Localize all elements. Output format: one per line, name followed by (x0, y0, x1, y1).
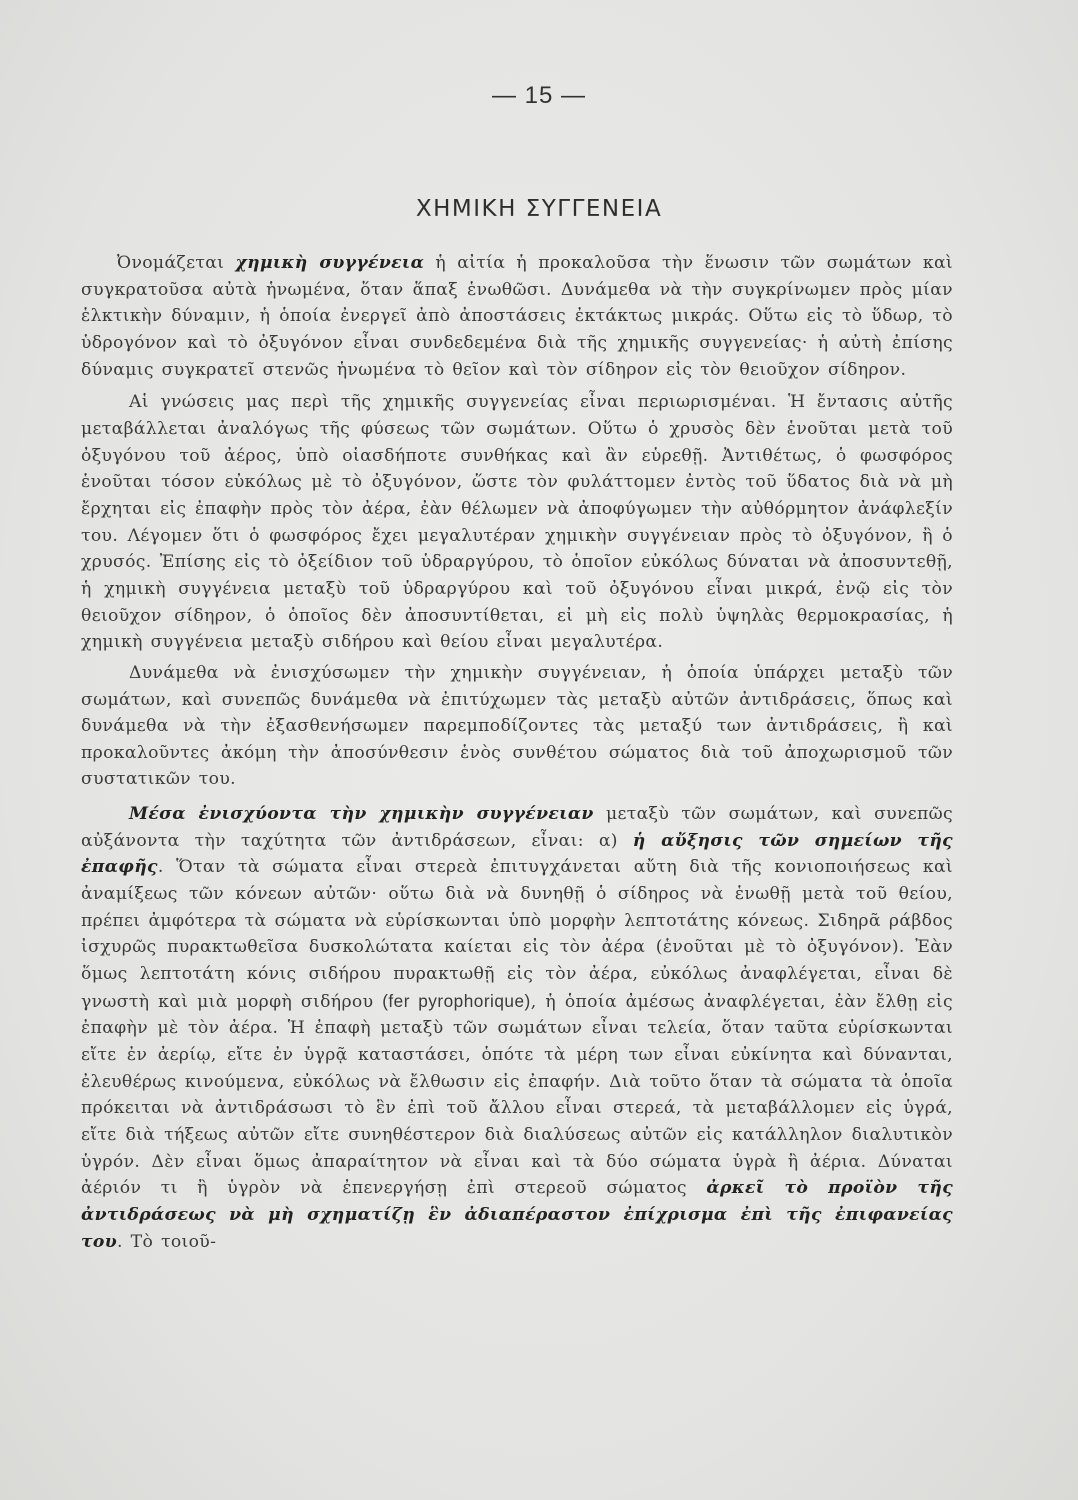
paragraph-4-text-c: , ἡ ὁποία ἀμέσως ἀναφλέγεται, ἐὰν ἔλθῃ εἰς ἐπαφὴν μὲ τὸν ἀέρα. Ἡ ἐπαφὴ μεταξὺ τῶν σωμάτων εἶναι τελεία, ὅταν ταῦτα εὑρίσκωνται εἴτε ἐν ἀερίῳ, εἴτε ἐν ὑγρᾷ καταστάσει, ὁπότε τὰ μέρη των εἶναι εὐκίνητα καὶ δύνανται, ἐλευθέρως κινούμενα, εὐκόλως νὰ ἔλθωσιν εἰς ἐπαφήν. Διὰ τοῦτο ὅταν τὰ σώματα τὰ ὁποῖα πρόκειται νὰ ἀντιδράσωσι τὸ ἓν ἐπὶ τοῦ ἄλλου εἶναι στερεά, τὰ μεταβάλλομεν εἰς ὑγρά, εἴτε διὰ τήξεως αὐτῶν εἴτε συνηθέστερον διὰ διαλύσεως αὐτῶν εἰς κατάλληλον διαλυτικὸν ὑγρόν. Δὲν εἶναι ὅμως ἀπαραίτητον νὰ εἶναι καὶ τὰ δύο σώματα ὑγρὰ ἢ ἀέρια. Δύναται ἀέριόν τι ἢ ὑγρὸν νὰ ἐπενεργήσῃ ἐπὶ στερεοῦ σώματος (81, 991, 953, 1199)
paragraph-2: Αἱ γνώσεις μας περὶ τῆς χημικῆς συγγενείας εἶναι περιωρισμέναι. Ἡ ἔντασις αὐτῆς μεταβάλλεται ἀναλόγως τῆς φύσεως τῶν σωμάτων. Οὕτω ὁ χρυσὸς δὲν ἑνοῦται μετὰ τοῦ ὀξυγόνου τοῦ ἀέρος, ὑπὸ οἱασδήποτε συνθήκας καὶ ἂν εὑρεθῇ. Ἀντιθέτως, ὁ φωσφόρος ἑνοῦται τόσον εὐκόλως μὲ τὸ ὀξυγόνον, ὥστε τὸν φυλάττομεν ἐντὸς τοῦ ὕδατος διὰ νὰ μὴ ἔρχηται εἰς ἐπαφὴν πρὸς τὸν ἀέρα, ἐὰν θέλωμεν νὰ ἀποφύγωμεν τὴν αὐθόρμητον ἀνάφλεξίν του. Λέγομεν ὅτι ὁ φωσφόρος ἔχει μεγαλυτέραν χημικὴν συγγένειαν πρὸς τὸ ὀξυγόνον, ἢ ὁ χρυσός. Ἐπίσης εἰς τὸ ὀξείδιον τοῦ ὑδραργύρου, τὸ ὁποῖον εὐκόλως δύναται νὰ ἀποσυντεθῇ, ἡ χημικὴ συγγένεια μεταξὺ τοῦ ὑδραργύρου καὶ τοῦ ὀξυγόνου εἶναι μικρά, ἐνῷ εἰς τὸν θειοῦχον σίδηρον, ὁ ὁποῖος δὲν ἀποσυντίθεται, εἰ μὴ εἰς πολὺ ὑψηλὰς θερμοκρασίας, ἡ χημικὴ συγγένεια μεταξὺ σιδήρου καὶ θείου εἶναι μεγαλυτέρα. (81, 392, 953, 653)
paragraph-1-text-b: ἡ αἰτία ἡ προκαλοῦσα τὴν ἕνωσιν τῶν σωμάτων καὶ συγκρατοῦσα αὐτὰ ἡνωμένα, ὅταν ἅπαξ ἑνωθῶσι. Δυνάμεθα νὰ τὴν συγκρίνωμεν πρὸς μίαν ἑλκτικὴν δύναμιν, ἡ ὁποία ἐνεργεῖ ἀπὸ ἀποστάσεις ἐκτάκτως μικράς. Οὕτω εἰς τὸ ὕδωρ, τὸ ὑδρογόνον καὶ τὸ ὀξυγόνον εἶναι συνδεδεμένα διὰ τῆς χημικῆς συγγενείας· ἡ αὐτὴ ἐπίσης δύναμις συγκρατεῖ στενῶς ἡνωμένα τὸ θεῖον καὶ τὸν σίδηρον εἰς τὸν θειοῦχον σίδηρον. (81, 253, 953, 380)
paragraph-4-text-d: . Τὸ τοιοῦ- (117, 1231, 217, 1252)
paragraph-4-text-b: . Ὅταν τὰ σώματα εἶναι στερεὰ ἐπιτυγχάνεται αὔτη διὰ τῆς κονιοποιήσεως καὶ ἀναμίξεως τῶν κόνεων αὐτῶν· οὕτω διὰ νὰ δυνηθῇ ὁ σίδηρος νὰ ἑνωθῇ μετὰ τοῦ θείου, πρέπει ἀμφότερα τὰ σώματα νὰ εὑρίσκωνται ὑπὸ μορφὴν λεπτοτάτης κόνεως. Σιδηρᾶ ράβδος ἰσχυρῶς πυρακτωθεῖσα δυσκολώτατα καίεται εἰς τὸν ἀέρα (ἑνοῦται μὲ τὸ ὀξυγόνον). Ἐὰν ὅμως λεπτοτάτη κόνις σιδήρου πυρακτωθῇ εἰς τὸν ἀέρα, εὐκόλως ἀναφλέγεται, εἶναι δὲ γνωστὴ καὶ μιὰ μορφὴ σιδήρου (81, 857, 953, 1012)
term-strengthening-means: Μέσα ἐνισχύοντα τὴν χημικὴν συγγένειαν (129, 804, 594, 825)
paragraph-4-text-a: μεταξὺ τῶν σωμάτων, καὶ συνεπῶς αὐξάνοντα τὴν ταχύτητα τῶν ἀντιδράσεων, εἶναι: α) (81, 804, 953, 851)
term-impermeable-coating: ἀρκεῖ τὸ προϊὸν τῆς ἀντιδράσεως νὰ μὴ σχηματίζῃ ἓν ἀδιαπέραστον ἐπίχρισμα ἐπὶ τῆς ἐπιφανείας του (81, 1178, 954, 1252)
section-heading: ΧΗΜΙΚΗ ΣΥΓΓΕΝΕΙΑ (415, 196, 663, 222)
page-number: — 15 — (491, 82, 587, 109)
term-contact-points: ἡ αὔξησις τῶν σημείων τῆς ἐπαφῆς (81, 830, 953, 878)
term-chemical-affinity: χημικὴ συγγένεια (235, 253, 425, 273)
body-text (81, 250, 953, 1255)
paragraph-1-text-a: Ὀνομάζεται (117, 253, 236, 273)
french-term: (fer pyrophorique) (382, 990, 531, 1011)
paragraph-3: Δυνάμεθα νὰ ἐνισχύσωμεν τὴν χημικὴν συγγένειαν, ἡ ὁποία ὑπάρχει μεταξὺ τῶν σωμάτων, καὶ συνεπῶς δυνάμεθα νὰ ἐπιτύχωμεν τὰς μεταξὺ αὐτῶν ἀντιδράσεις, ὅπως καὶ δυνάμεθα νὰ τὴν ἐξασθενήσωμεν παρεμποδίζοντες τὰς μεταξύ των ἀντιδράσεις, ἢ καὶ προκαλοῦντες ἀκόμη τὴν ἀποσύνθεσιν ἑνὸς συνθέτου σώματος διὰ τοῦ ἀποχωρισμοῦ τῶν συστατικῶν του. (81, 662, 953, 790)
paragraph-1 (81, 250, 953, 383)
paragraph-4 (81, 801, 953, 1255)
